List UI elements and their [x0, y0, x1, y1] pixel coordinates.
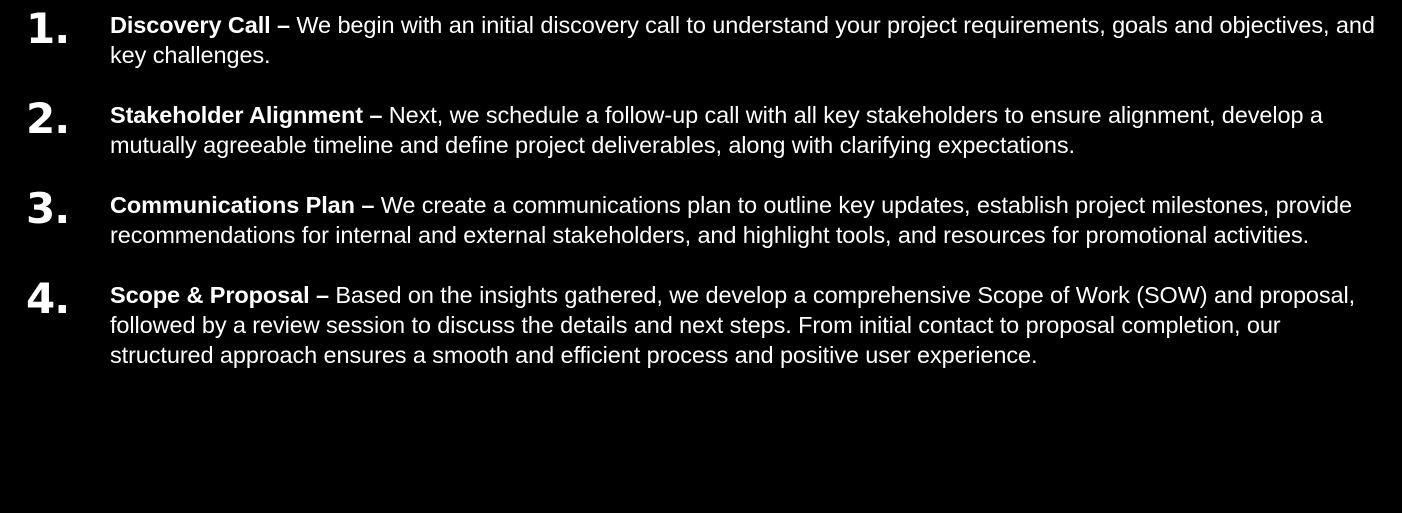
step-number: 1.: [26, 4, 70, 53]
step-title: Communications Plan: [110, 192, 355, 218]
step-number: 4.: [26, 274, 70, 323]
step-number: 3.: [26, 184, 70, 233]
step-text: [110, 276, 1382, 370]
list-item: [26, 276, 1382, 370]
step-dash: –: [270, 12, 297, 38]
step-text: [110, 6, 1382, 70]
step-description: Next, we schedule a follow-up call with all key stakeholders to ensure alignment, develop a mutually agreeable timeline and define project deliverables, along with clarifying expectations.: [110, 102, 1323, 158]
step-title: Stakeholder Alignment: [110, 102, 363, 128]
step-description: We begin with an initial discovery call to understand your project requirements, goals and objectives, and key challenges.: [110, 12, 1375, 68]
step-title: Scope & Proposal: [110, 282, 310, 308]
step-text: [110, 96, 1382, 160]
step-text: [110, 186, 1382, 250]
step-description: We create a communications plan to outline key updates, establish project milestones, provide recommendations for internal and external stakeholders, and highlight tools, and resources for promotional activities.: [110, 192, 1352, 248]
step-title: Discovery Call: [110, 12, 271, 38]
list-item: [26, 6, 1382, 70]
step-number: 2.: [26, 94, 70, 143]
step-dash: –: [354, 192, 381, 218]
list-item: [26, 186, 1382, 250]
step-dash: –: [309, 282, 336, 308]
list-item: [26, 96, 1382, 160]
step-dash: –: [362, 102, 389, 128]
step-description: Based on the insights gathered, we develop a comprehensive Scope of Work (SOW) and proposal, followed by a review session to discuss the details and next steps. From initial contact to proposal completion, our structured approach ensures a smooth and efficient process and positive user experience.: [110, 282, 1356, 368]
